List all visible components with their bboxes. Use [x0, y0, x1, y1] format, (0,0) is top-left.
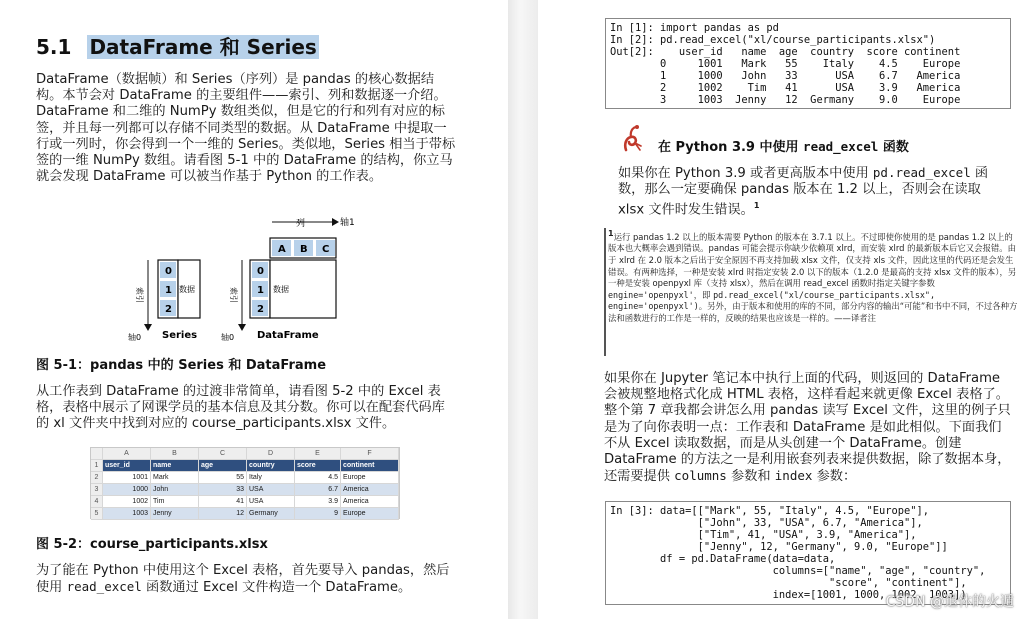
header-cell: age: [199, 460, 247, 471]
tip-title-text-a: 在 Python 3.9 中使用: [658, 140, 804, 155]
cell: 1000: [103, 484, 151, 495]
code-block-3: In [3]: data=[["Mark", 55, "Italy", 4.5, "Europe"], ["John", 33, "USA", 6.7, "America"], ["Tim", 41, "USA", 3.9, "America"], ["Jenny", 12, "Germany", 9.0, "Europe"]] df = pd.DataFrame(data=data, columns=["name", "age", "country", "score", "continent"], index=[1001, 1000, 1002, 1003]): [605, 501, 1011, 605]
footnote-code-1: engine='openpyxl': [608, 289, 694, 300]
col-letter: F: [341, 448, 399, 459]
df-index-label: 索引: [229, 287, 238, 303]
paragraph-4: [604, 371, 1014, 485]
figure1-caption: 图 5-1：pandas 中的 Series 和 DataFrame: [36, 358, 327, 373]
col-letter: B: [151, 448, 199, 459]
row-number: 2: [91, 472, 103, 483]
header-cell: continent: [341, 460, 399, 471]
series-index-2: 2: [165, 304, 172, 315]
col-letter: E: [295, 448, 341, 459]
cell: 33: [199, 484, 247, 495]
cell: 3.9: [295, 496, 341, 507]
header-cell: score: [295, 460, 341, 471]
table-row: [91, 508, 399, 520]
intro-paragraph: DataFrame（数据帧）和 Series（序列）是 pandas 的核心数据结构。本节会对 DataFrame 的主要组件——索引、列和数据逐一介绍。DataFrame 和二维的 NumPy 数组类似，但是它的行和列有对应的标签，并且每一列都可以存储不同类型的数据。从 DataFrame 中提取一行或一列时，你会得到一个一维的 Series。类似地，Series 相当于带标签的一维 NumPy 数组。请看图 5-1 中的 DataFrame 的结构，你立马就会发现 DataFrame 可以被当作基于 Python 的工作表。: [36, 72, 456, 185]
sheet-header-row: [91, 460, 399, 472]
axis1-arrowhead: [332, 218, 339, 226]
df-index-2: 2: [257, 304, 264, 315]
df-col-c: C: [322, 244, 330, 255]
figure-series-dataframe: [120, 212, 360, 347]
cell: Jenny: [151, 508, 199, 519]
figure-diagram: [120, 212, 360, 347]
row-number: 5: [91, 508, 103, 519]
cell: 55: [199, 472, 247, 483]
footnote: [608, 228, 1018, 325]
df-index-1: 1: [257, 285, 264, 296]
cell: Germany: [247, 508, 295, 519]
series-data-label: 数据: [179, 285, 195, 294]
paragraph-4-text-a: 如果你在 Jupyter 笔记本中执行上面的代码，则返回的 DataFrame 会被规整地格式化成 HTML 表格，这样看起来就更像 Excel 表格了。整个第 7 章我都会讲怎么用 pandas 读写 Excel 文件，这里的例子只是为了向你表明一点：工作表和 DataFrame 是如此相似。下面我们不从 Excel 读取数据，而是从头创建一个 DataFrame。创建 DataFrame 的方法之一是利用嵌套列表来提供数据，除了数据本身，还需要提供: [604, 371, 1011, 485]
cell: 1002: [103, 496, 151, 507]
series-caption: Series: [162, 330, 198, 341]
footnote-code-2: pd.read_excel("xl/course_participants.xlsx", engine='openpyxl'): [608, 289, 935, 312]
cell: 6.7: [295, 484, 341, 495]
row-number: 1: [91, 460, 103, 471]
tip-body-code: pd.read_excel: [872, 165, 971, 180]
cell: USA: [247, 484, 295, 495]
cell: Mark: [151, 472, 199, 483]
excel-sheet: [90, 447, 400, 519]
cell: America: [341, 496, 399, 507]
df-axis0-label: 轴0: [221, 333, 235, 342]
row-number: 3: [91, 484, 103, 495]
cell: USA: [247, 496, 295, 507]
df-col-b: B: [300, 244, 308, 255]
code-block-1: In [1]: import pandas as pd In [2]: pd.read_excel("xl/course_participants.xlsx") Out[2]: user_id name age country score continent 0 1001 Mark 55 Italy 4.5 Europe 1 1000 John 33 USA 6.7 America 2 1002 Tim 41 USA 3.9 America 3 1003 Jenny 12 Germany 9.0 Europe: [605, 18, 1011, 109]
section-heading: [36, 31, 319, 60]
section-number: 5.1: [36, 35, 72, 59]
header-cell: name: [151, 460, 199, 471]
paragraph-4-text-c: 参数：: [812, 469, 857, 485]
col-letter: C: [199, 448, 247, 459]
table-row: [91, 496, 399, 508]
tip-title-code: read_excel: [803, 139, 879, 154]
cell: Europe: [341, 508, 399, 519]
cell: John: [151, 484, 199, 495]
df-col-a: A: [278, 244, 286, 255]
paragraph-4-code-2: index: [774, 468, 813, 484]
df-axis0-arrowhead: [238, 324, 246, 331]
left-page: [0, 0, 508, 619]
tip-body: [618, 165, 1010, 218]
tip-title-text-b: 函数: [878, 140, 909, 155]
paragraph-3-text-a: 为了能在 Python 中使用这个 Excel 表格，首先要导入 pandas，然后使用: [36, 563, 450, 596]
scorpion-tip-icon: [620, 124, 644, 154]
series-index-0: 0: [165, 266, 172, 277]
figure2-caption: 图 5-2：course_participants.xlsx: [36, 537, 268, 552]
cell: 9: [295, 508, 341, 519]
footnote-ref: 1: [753, 201, 760, 210]
header-cell: country: [247, 460, 295, 471]
section-title: DataFrame 和 Series: [89, 35, 317, 59]
series-index-label: 索引: [135, 287, 144, 303]
column-label: 列: [296, 219, 306, 229]
footnote-text-c: 。另外，由于版本和使用的库的不同，部分内容的输出“可能”和书中不同，不过各种方法和函数进行的工作是一样的，反映的结果也应该是一样的。——译者注: [608, 301, 1018, 323]
cell: Italy: [247, 472, 295, 483]
axis1-label: 轴1: [340, 218, 355, 228]
cell: Tim: [151, 496, 199, 507]
row-number: 4: [91, 496, 103, 507]
cell: America: [341, 484, 399, 495]
cell: 1001: [103, 472, 151, 483]
paragraph-4-text-b: 参数和: [726, 469, 775, 485]
sheet-col-letters: [91, 448, 399, 460]
paragraph-3: [36, 563, 456, 596]
cell: 4.5: [295, 472, 341, 483]
cell: 1003: [103, 508, 151, 519]
book-gutter: [508, 0, 538, 619]
table-row: [91, 472, 399, 484]
series-axis0-label: 轴0: [128, 333, 142, 342]
series-axis0-arrowhead: [144, 324, 152, 331]
footnote-text-a: 运行 pandas 1.2 以上的版本需要 Python 的版本在 3.7.1 以上。不过即使你使用的是 pandas 1.2 以上的版本也大概率会遇到错误。pandas 可能会提示你缺少依赖项 xlrd，而安装 xlrd 的最新版本后它又会报错。由于 xlrd 在 2.0 版本之后出于安全原因不再支持加载 xlsx 文件，仅支持 xls 文件，因此这里的代码还是会发生错误。有两种选择，一种是安装 xlrd 时指定安装 2.0 以下的版本（1.2.0 是最高的支持 xlsx 文件的版本），另一种是安装 openpyxl 库（支持 xlsx），然后在调用 read_excel 函数时指定关键字参数: [608, 231, 1017, 289]
tip-body-text-a: 如果你在 Python 3.9 或者更高版本中使用: [618, 166, 873, 181]
footnote-bar: [604, 228, 606, 356]
df-index-0: 0: [257, 266, 264, 277]
tip-body-text-b: 函数，那么一定要确保 pandas 版本在 1.2 以上，否则会在读取 xlsx 文件时发生错误。: [618, 166, 989, 218]
paragraph-3-text-b: 函数通过 Excel 文件构造一个 DataFrame。: [141, 580, 412, 596]
cell: Europe: [341, 472, 399, 483]
cell: 12: [199, 508, 247, 519]
paragraph-4-code-1: columns: [674, 468, 727, 484]
series-index-1: 1: [165, 285, 172, 296]
paragraph-2: 从工作表到 DataFrame 的过渡非常简单，请看图 5-2 中的 Excel 表格，表格中展示了网课学员的基本信息及其分数。你可以在配套代码库的 xl 文件夹中找到对应的 course_participants.xlsx 文件。: [36, 384, 445, 432]
paragraph-3-code: read_excel: [66, 579, 142, 595]
col-letter: D: [247, 448, 295, 459]
col-letter: A: [103, 448, 151, 459]
right-page: [538, 0, 1028, 619]
footnote-mark: 1: [608, 229, 614, 238]
corner-cell: [91, 448, 103, 459]
header-cell: user_id: [103, 460, 151, 471]
csdn-watermark: CSDN @退休的火遁: [885, 594, 1014, 610]
table-row: [91, 484, 399, 496]
footnote-text-b: ，即: [693, 289, 714, 300]
df-data-label: 数据: [273, 285, 289, 294]
dataframe-caption: DataFrame: [257, 330, 319, 341]
tip-title: [658, 136, 909, 155]
cell: 41: [199, 496, 247, 507]
